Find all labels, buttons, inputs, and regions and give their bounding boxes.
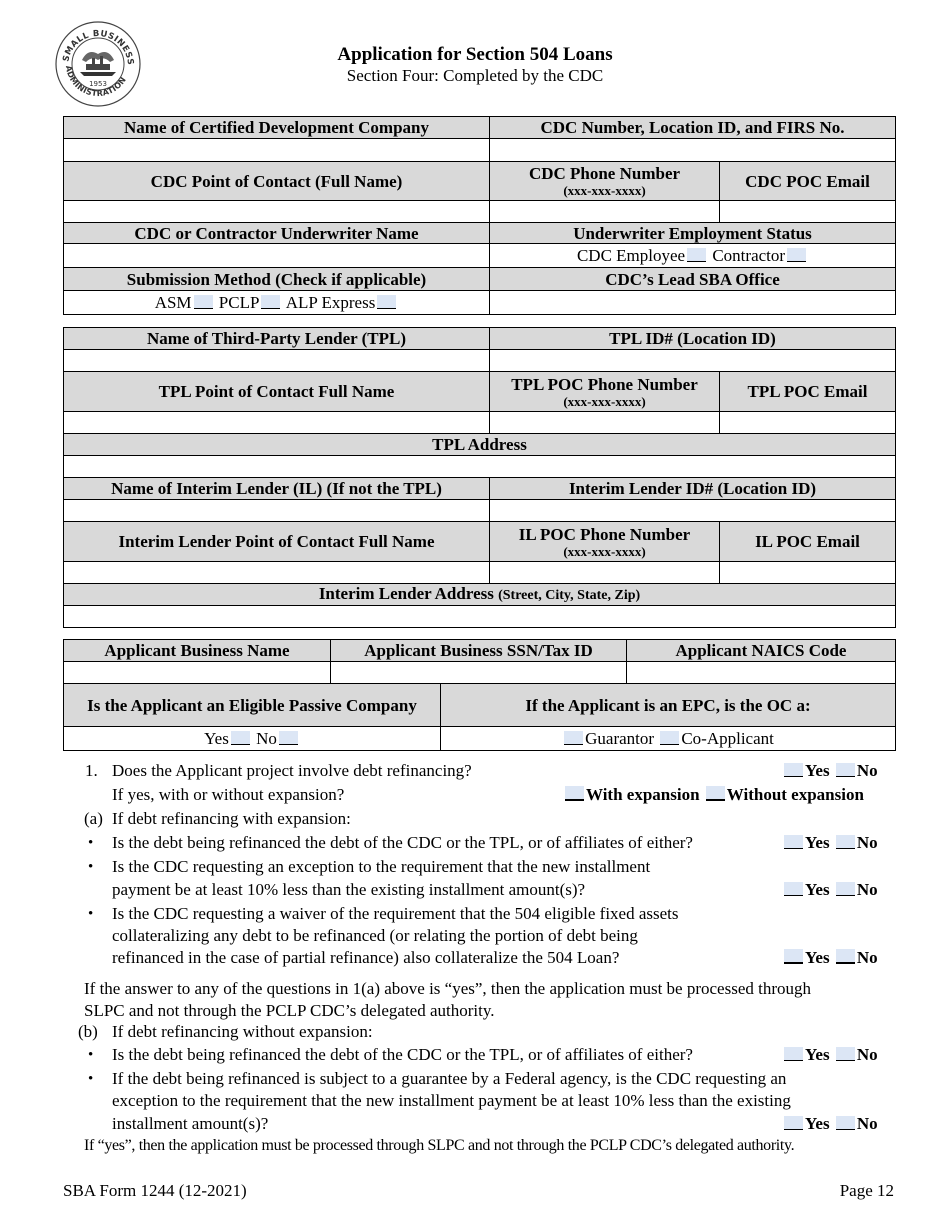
section-b-label: (b) xyxy=(78,1022,98,1041)
asm-checkbox[interactable] xyxy=(194,295,213,309)
il-phone-format: (xxx-xxx-xxxx) xyxy=(563,543,646,559)
cdc-number-header: CDC Number, Location ID, and FIRS No. xyxy=(490,117,896,139)
tpl-id-field[interactable] xyxy=(490,350,896,372)
tpl-id-header: TPL ID# (Location ID) xyxy=(490,328,896,350)
a3-no-checkbox[interactable] xyxy=(836,949,855,964)
il-address-header xyxy=(64,584,896,606)
cdc-phone-field[interactable] xyxy=(490,201,720,223)
il-name-field[interactable] xyxy=(64,500,490,522)
tpl-address-field[interactable] xyxy=(64,456,896,478)
a2-text-line1: Is the CDC requesting an exception to the requirement that the new installment xyxy=(112,857,651,876)
b1-yes-label: Yes xyxy=(805,1045,830,1064)
il-email-header: IL POC Email xyxy=(720,522,896,562)
q1-answers xyxy=(782,760,878,781)
q1-yes-label: Yes xyxy=(805,761,830,780)
page-title: Application for Section 504 Loans xyxy=(337,44,613,65)
with-expansion-checkbox[interactable] xyxy=(565,786,584,801)
q1-sub-text: If yes, with or without expansion? xyxy=(112,785,345,804)
a1-answers xyxy=(782,832,878,853)
tpl-name-header: Name of Third-Party Lender (TPL) xyxy=(64,328,490,350)
section-a-label: (a) xyxy=(84,809,103,828)
guarantor-checkbox[interactable] xyxy=(564,731,583,745)
employee-checkbox[interactable] xyxy=(687,248,706,262)
expansion-answers xyxy=(563,784,864,805)
a3-yes-label: Yes xyxy=(805,948,830,967)
seal-year: 1953 xyxy=(89,80,107,88)
il-address-field[interactable] xyxy=(64,606,896,628)
naics-field[interactable] xyxy=(627,662,896,684)
tpl-info-table xyxy=(63,327,896,628)
cdc-poc-header: CDC Point of Contact (Full Name) xyxy=(64,162,490,201)
il-id-field[interactable] xyxy=(490,500,896,522)
tpl-phone-format: (xxx-xxx-xxxx) xyxy=(563,393,646,409)
underwriter-header: CDC or Contractor Underwriter Name xyxy=(64,223,490,244)
tpl-phone-field[interactable] xyxy=(490,412,720,434)
a2-answers xyxy=(782,879,878,900)
alp-express-checkbox[interactable] xyxy=(377,295,396,309)
il-phone-field[interactable] xyxy=(490,562,720,584)
a3-text-line1: Is the CDC requesting a waiver of the requirement that the 504 eligible fixed assets xyxy=(112,904,679,923)
a2-bullet: • xyxy=(88,859,94,875)
il-phone-header xyxy=(490,522,720,562)
cdc-info-table xyxy=(63,116,896,315)
applicant-info-table xyxy=(63,639,896,751)
tpl-email-header: TPL POC Email xyxy=(720,372,896,412)
b2-bullet: • xyxy=(88,1071,94,1087)
cdc-phone-header xyxy=(490,162,720,201)
a2-yes-checkbox[interactable] xyxy=(784,882,803,896)
form-number: SBA Form 1244 (12-2021) xyxy=(63,1181,247,1200)
q1-no-label: No xyxy=(856,761,878,780)
seal-bottom-text: ADMINISTRATION xyxy=(63,64,128,99)
b1-answers xyxy=(782,1044,878,1065)
il-phone-label: IL POC Phone Number xyxy=(518,524,691,544)
underwriter-field[interactable] xyxy=(64,244,490,268)
a1-bullet: • xyxy=(88,835,94,851)
employment-status-options xyxy=(490,244,896,268)
a3-bullet: • xyxy=(88,906,94,922)
a2-text-line2: payment be at least 10% less than the existing installment amount(s)? xyxy=(112,880,586,899)
epc-no-label: No xyxy=(256,729,277,748)
q1-text: Does the Applicant project involve debt refinancing? xyxy=(112,761,472,780)
asm-label: ASM xyxy=(154,293,192,312)
a2-yes-label: Yes xyxy=(805,880,830,899)
a3-answers xyxy=(782,947,878,968)
tpl-poc-header: TPL Point of Contact Full Name xyxy=(64,372,490,412)
il-id-header: Interim Lender ID# (Location ID) xyxy=(490,478,896,500)
section-b-text: If debt refinancing without expansion: xyxy=(112,1022,373,1041)
a1-text: Is the debt being refinanced the debt of the CDC or the TPL, or of affiliates of either? xyxy=(112,833,693,852)
a2-no-label: No xyxy=(856,880,878,899)
cdc-name-field[interactable] xyxy=(64,139,490,162)
cdc-email-header: CDC POC Email xyxy=(720,162,896,201)
epc-options xyxy=(64,727,441,751)
cdc-poc-field[interactable] xyxy=(64,201,490,223)
note1-line1: If the answer to any of the questions in 1(a) above is “yes”, then the application must be processed through xyxy=(84,979,812,998)
q1-yes-checkbox[interactable] xyxy=(784,763,803,777)
epc-question-header: Is the Applicant an Eligible Passive Company xyxy=(64,684,441,727)
with-expansion-label: With expansion xyxy=(586,785,700,804)
tpl-phone-label: TPL POC Phone Number xyxy=(511,374,698,394)
a3-text-line2: collateralizing any debt to be refinanced (or relating the portion of debt being xyxy=(112,926,638,945)
b1-text: Is the debt being refinanced the debt of the CDC or the TPL, or of affiliates of either? xyxy=(112,1045,693,1064)
business-name-header: Applicant Business Name xyxy=(64,640,331,662)
co-applicant-checkbox[interactable] xyxy=(660,731,679,745)
note2: If “yes”, then the application must be processed through SLPC and not through the PCLP CDC’s delegated authority. xyxy=(84,1137,795,1154)
employment-status-header: Underwriter Employment Status xyxy=(490,223,896,244)
b2-yes-label: Yes xyxy=(805,1114,830,1133)
employee-option-label: CDC Employee xyxy=(576,246,686,265)
il-poc-header: Interim Lender Point of Contact Full Name xyxy=(64,522,490,562)
b1-no-checkbox[interactable] xyxy=(836,1047,855,1061)
pclp-label: PCLP xyxy=(218,293,260,312)
oc-options xyxy=(441,727,896,751)
a1-yes-label: Yes xyxy=(805,833,830,852)
cdc-number-field[interactable] xyxy=(490,139,896,162)
page-header xyxy=(0,44,950,86)
il-address-note: (Street, City, State, Zip) xyxy=(498,588,641,603)
b2-text-line3: installment amount(s)? xyxy=(112,1114,269,1133)
tpl-address-header: TPL Address xyxy=(64,434,896,456)
tpl-poc-field[interactable] xyxy=(64,412,490,434)
without-expansion-checkbox[interactable] xyxy=(706,786,725,801)
il-poc-field[interactable] xyxy=(64,562,490,584)
b2-no-checkbox[interactable] xyxy=(836,1116,855,1130)
lead-office-header: CDC’s Lead SBA Office xyxy=(490,268,896,291)
cdc-phone-label: CDC Phone Number xyxy=(528,164,681,183)
guarantor-label: Guarantor xyxy=(585,729,655,748)
tax-id-field[interactable] xyxy=(331,662,627,684)
a1-no-label: No xyxy=(856,833,878,852)
b2-text-line1: If the debt being refinanced is subject to a guarantee by a Federal agency, is the CDC requesting an xyxy=(112,1069,787,1088)
section-a-text: If debt refinancing with expansion: xyxy=(112,809,351,828)
a1-yes-checkbox[interactable] xyxy=(784,835,803,849)
pclp-checkbox[interactable] xyxy=(261,295,280,309)
business-name-field[interactable] xyxy=(64,662,331,684)
a3-no-label: No xyxy=(856,948,878,967)
seal-top-text: SMALL BUSINESS xyxy=(61,28,136,66)
il-address-label: Interim Lender Address xyxy=(318,584,494,603)
a3-yes-checkbox[interactable] xyxy=(784,949,803,964)
q1-number: 1. xyxy=(85,761,98,780)
tax-id-header: Applicant Business SSN/Tax ID xyxy=(331,640,627,662)
lead-office-field[interactable] xyxy=(490,291,896,315)
il-name-header: Name of Interim Lender (IL) (If not the TPL) xyxy=(64,478,490,500)
page-subtitle: Section Four: Completed by the CDC xyxy=(346,66,604,85)
tpl-name-field[interactable] xyxy=(64,350,490,372)
cdc-phone-format: (xxx-xxx-xxxx) xyxy=(563,183,646,198)
contractor-checkbox[interactable] xyxy=(787,248,806,262)
submission-method-header: Submission Method (Check if applicable) xyxy=(64,268,490,291)
page-number: Page 12 xyxy=(839,1181,894,1200)
b2-answers xyxy=(782,1113,878,1134)
cdc-email-field[interactable] xyxy=(720,201,896,223)
co-applicant-label: Co-Applicant xyxy=(681,729,774,748)
b2-text-line2: exception to the requirement that the new installment payment be at least 10% less than the existing xyxy=(112,1091,791,1110)
b1-no-label: No xyxy=(856,1045,878,1064)
b1-bullet: • xyxy=(88,1047,94,1063)
b2-yes-checkbox[interactable] xyxy=(784,1116,803,1130)
contractor-option-label: Contractor xyxy=(712,246,786,265)
cdc-name-header: Name of Certified Development Company xyxy=(64,117,490,139)
note1-line2: SLPC and not through the PCLP CDC’s delegated authority. xyxy=(84,1001,495,1020)
b2-no-label: No xyxy=(856,1114,878,1133)
il-email-field[interactable] xyxy=(720,562,896,584)
epc-no-checkbox[interactable] xyxy=(279,731,298,745)
b1-yes-checkbox[interactable] xyxy=(784,1047,803,1061)
q1-no-checkbox[interactable] xyxy=(836,763,855,777)
alp-express-label: ALP Express xyxy=(285,293,376,312)
a1-no-checkbox[interactable] xyxy=(836,835,855,849)
a3-text-line3: refinanced in the case of partial refinance) also collateralize the 504 Loan? xyxy=(112,948,620,967)
epc-yes-label: Yes xyxy=(204,729,229,748)
submission-method-options xyxy=(64,291,490,315)
epc-yes-checkbox[interactable] xyxy=(231,731,250,745)
a2-no-checkbox[interactable] xyxy=(836,882,855,896)
tpl-email-field[interactable] xyxy=(720,412,896,434)
tpl-phone-header xyxy=(490,372,720,412)
without-expansion-label: Without expansion xyxy=(726,785,864,804)
oc-question-header: If the Applicant is an EPC, is the OC a: xyxy=(441,684,896,727)
naics-header: Applicant NAICS Code xyxy=(627,640,896,662)
